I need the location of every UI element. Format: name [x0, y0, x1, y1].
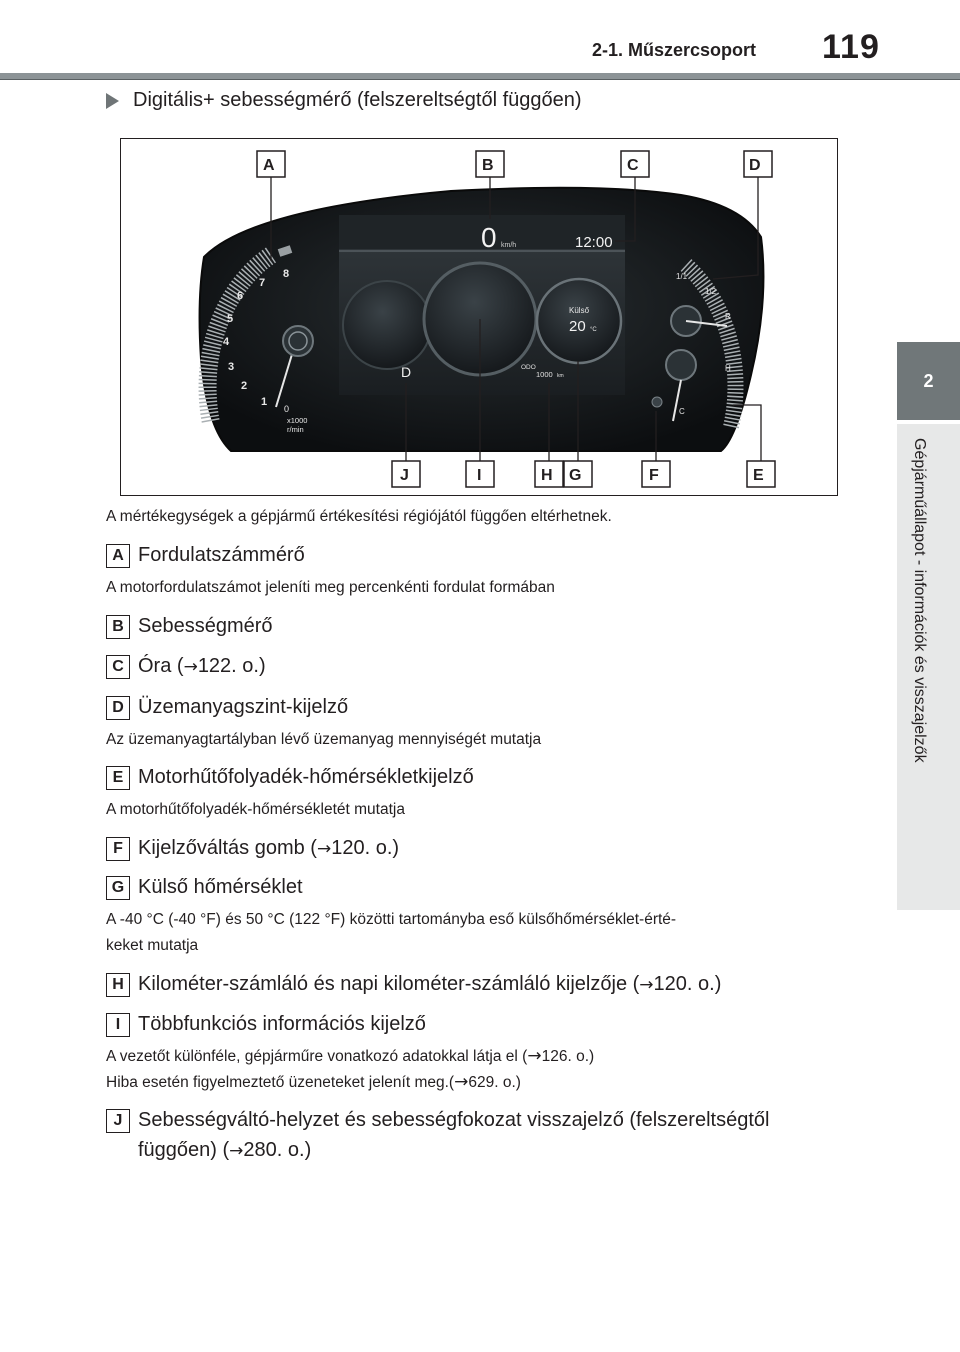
header-rule-shadow: [0, 79, 960, 80]
callout-b: B: [482, 157, 494, 174]
left-dial: [343, 281, 431, 369]
entry-title: Kilométer-számláló és napi kilométer-számláló kijelzője (→120. o.): [138, 973, 722, 995]
tach-number-3: 3: [228, 361, 235, 373]
entry-f: [106, 833, 846, 864]
page-number: 119: [822, 28, 880, 66]
entry-title: Motorhűtőfolyadék-hőmérsékletkijelző: [138, 766, 474, 788]
entry-title: Többfunkciós információs kijelző: [138, 1013, 426, 1035]
entry-g: [106, 872, 846, 902]
callout-a: A: [263, 157, 275, 174]
entry-h: [106, 969, 846, 1000]
instrument-cluster-illustration: [121, 139, 839, 497]
letter-badge: B: [106, 615, 130, 639]
callout-c: C: [627, 157, 639, 174]
arrow-right-icon: →: [527, 1046, 542, 1066]
entry-title: Külső hőmérséklet: [138, 876, 303, 898]
tach-number-8: 8: [283, 268, 290, 280]
entry-g-desc-2: keket mutatja: [106, 937, 199, 954]
callout-g: G: [569, 467, 582, 484]
callout-j: J: [400, 467, 409, 484]
speed-value: 0: [481, 222, 497, 253]
letter-badge: I: [106, 1013, 130, 1037]
callout-h: H: [541, 467, 553, 484]
entry-d-desc: Az üzemanyagtartályban lévő üzemanyag mennyiségét mutatja: [106, 731, 542, 748]
entry-g-desc-1: A -40 °C (-40 °F) és 50 °C (122 °F) közötti tartományba eső külsőhőmérséklet-érté-: [106, 911, 677, 928]
tach-number-2: 2: [241, 380, 248, 392]
letter-badge: H: [106, 973, 130, 997]
fuel-half-mark: 1/2: [705, 287, 717, 296]
callout-e: E: [753, 467, 764, 484]
page-ref-link[interactable]: 122. o.): [197, 655, 266, 677]
callout-i: I: [477, 467, 482, 484]
letter-badge: D: [106, 696, 130, 720]
letter-badge: A: [106, 544, 130, 568]
entry-d: [106, 692, 846, 722]
speed-unit: km/h: [501, 242, 517, 249]
tach-number-1: 1: [261, 396, 268, 408]
entry-title: Fordulatszámmérő: [138, 544, 305, 566]
figure-heading: [106, 89, 582, 112]
arrow-right-icon: →: [316, 839, 332, 859]
entry-title: Óra (→122. o.): [138, 655, 266, 677]
clock-value: 12:00: [575, 234, 613, 251]
page-ref-link[interactable]: 120. o.): [331, 837, 400, 859]
letter-badge: G: [106, 876, 130, 900]
entry-i-desc-1: A vezetőt különféle, gépjárműre vonatkozó adatokkal látja el (→126. o.): [106, 1046, 595, 1066]
entry-title: Sebességváltó-helyzet és sebességfokozat visszajelző (felszereltségtől függően) (→280. o.): [138, 1109, 770, 1161]
odo-label: ODO: [521, 364, 536, 371]
page-ref-link[interactable]: 126. o.): [541, 1048, 595, 1065]
page-ref-link[interactable]: 120. o.): [653, 973, 722, 995]
letter-badge: F: [106, 837, 130, 861]
tach-number-6: 6: [237, 290, 244, 302]
letter-badge: J: [106, 1109, 130, 1133]
entry-e-desc: A motorhűtőfolyadék-hőmérsékletét mutatja: [106, 801, 405, 818]
page-ref-link[interactable]: 280. o.): [243, 1139, 312, 1161]
tach-zero: 0: [284, 404, 290, 414]
letter-badge: C: [106, 655, 130, 679]
callout-d: D: [749, 157, 761, 174]
entry-title: Sebességmérő: [138, 615, 273, 637]
temp-c-mark: C: [679, 407, 685, 416]
figure-heading-text: Digitális+ sebességmérő (felszereltségtől függően): [133, 89, 582, 111]
arrow-right-icon: →: [639, 975, 654, 995]
tach-unit-x1000: x1000: [287, 416, 308, 425]
temp-h-mark: H: [725, 364, 731, 373]
section-title: 2-1. Műszercsoport: [592, 40, 757, 60]
entry-title: Kijelzőváltás gomb (→120. o.): [138, 837, 400, 859]
tach-number-7: 7: [259, 277, 266, 289]
chapter-tab-strip: [897, 424, 960, 910]
entry-j: [106, 1105, 846, 1166]
triangle-bullet-icon: [106, 93, 119, 109]
odo-value: 1000: [536, 370, 553, 379]
chapter-tab-title: Gépjárműállapot - információk és visszajelzők: [911, 438, 928, 763]
gear-indicator: D: [401, 364, 412, 380]
entry-title: Üzemanyagszint-kijelző: [138, 696, 349, 718]
entry-i: [106, 1009, 846, 1039]
page-ref-link[interactable]: 629. o.): [468, 1074, 521, 1091]
figure-caption: A mértékegységek a gépjármű értékesítési régiójától függően eltérhetnek.: [106, 508, 612, 525]
fuel-full-mark: 1/1: [676, 272, 688, 281]
arrow-right-icon: →: [454, 1072, 469, 1092]
entry-a: [106, 540, 846, 570]
outside-temp-unit: °C: [590, 327, 597, 333]
entry-c: [106, 651, 846, 682]
chapter-tab-number: 2: [897, 342, 960, 420]
arrow-right-icon: →: [229, 1141, 244, 1161]
arrow-right-icon: →: [183, 657, 198, 677]
instrument-cluster-figure: [120, 138, 838, 496]
tach-number-5: 5: [227, 313, 234, 325]
display-change-button: [652, 397, 662, 407]
fuel-r-mark: R: [725, 312, 731, 321]
outside-temp-label: Külső: [569, 306, 590, 315]
outside-temp-value: 20: [569, 318, 586, 335]
odo-unit: km: [557, 373, 564, 379]
entry-i-desc-2: Hiba esetén figyelmeztető üzeneteket jelenít meg.(→629. o.): [106, 1072, 521, 1092]
callout-f: F: [649, 467, 659, 484]
tach-number-4: 4: [223, 336, 230, 348]
tach-unit-rpm: r/min: [287, 425, 304, 434]
entry-b: [106, 611, 846, 641]
entry-e: [106, 762, 846, 792]
entry-a-desc: A motorfordulatszámot jeleníti meg percenkénti fordulat formában: [106, 579, 555, 596]
letter-badge: E: [106, 766, 130, 790]
